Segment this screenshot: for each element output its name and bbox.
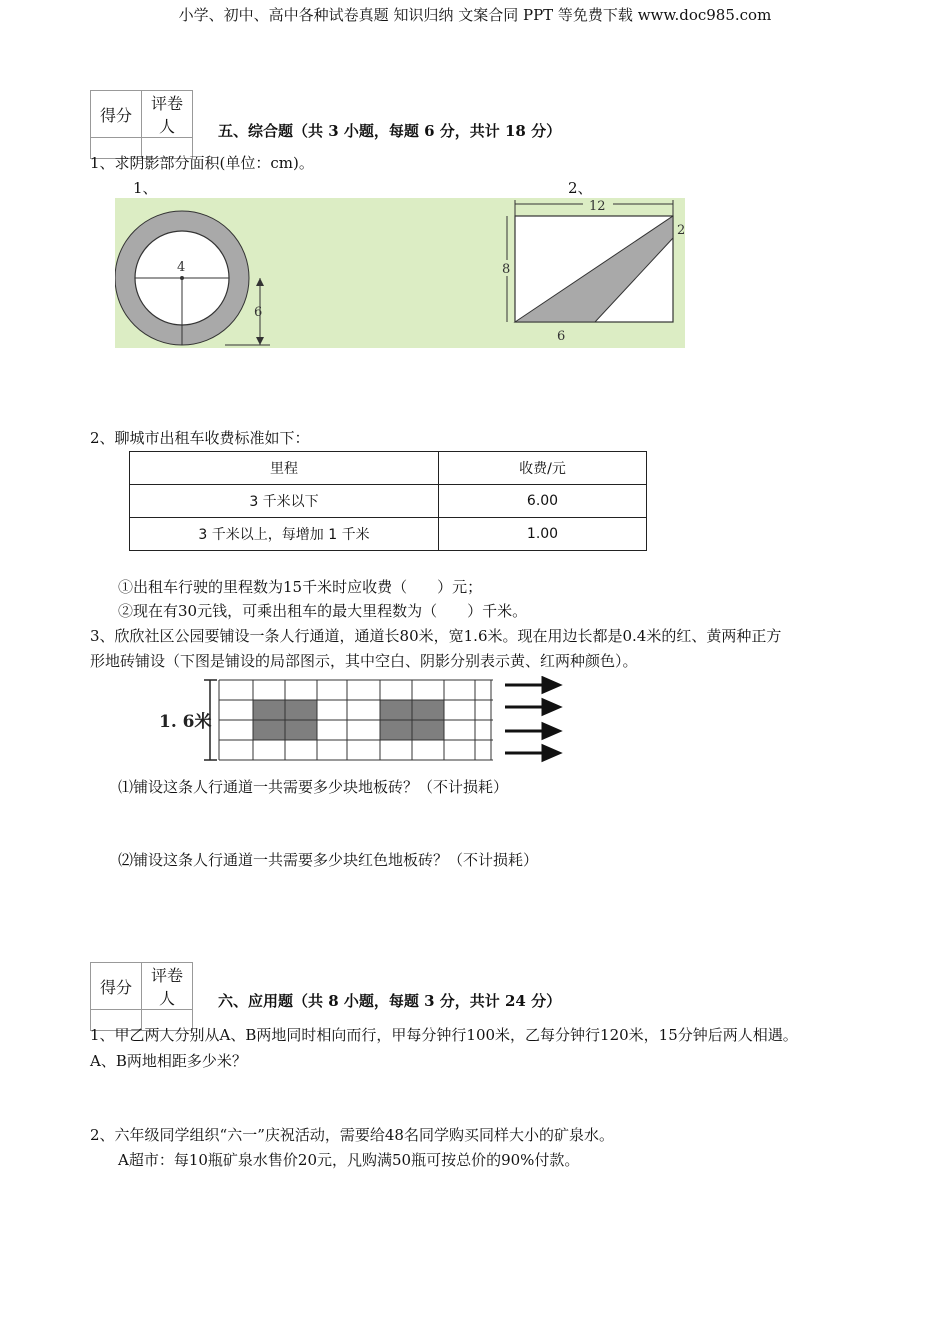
table-row (130, 485, 647, 518)
ring-label: 6 (254, 305, 263, 320)
q3-line1: 3、欣欣社区公园要铺设一条人行通道，通道长80米，宽1.6米。现在用边长都是0.4米的红、黄两种正方 (90, 627, 782, 645)
tile-figure (155, 676, 565, 764)
row1-distance: 3 千米以下 (130, 485, 439, 518)
score-label: 得分 (91, 91, 142, 138)
page-header: 小学、初中、高中各种试卷真题 知识归纳 文案合同 PPT 等免费下载 www.doc985.com (178, 6, 772, 24)
s6-q1-line1: 1、甲乙两人分别从A、B两地同时相向而行，甲每分钟行100米，乙每分钟行120米，15分钟后两人相遇。 (90, 1026, 798, 1044)
row2-distance: 3 千米以上，每增加 1 千米 (130, 518, 439, 551)
s6-q2-line1: 2、六年级同学组织“六一”庆祝活动，需要给48名同学购买同样大小的矿泉水。 (90, 1126, 614, 1144)
header-fee: 收费/元 (439, 452, 647, 485)
score-label: 得分 (91, 963, 142, 1010)
row2-fee: 1.00 (439, 518, 647, 551)
grader-label: 评卷人 (142, 91, 193, 138)
score-box (90, 90, 193, 159)
section6-title: 六、应用题（共 8 小题，每题 3 分，共计 24 分） (218, 992, 562, 1010)
bottom-label: 6 (557, 329, 566, 344)
fare-table (129, 451, 647, 551)
diameter-label: 4 (177, 260, 186, 275)
score-box (90, 962, 193, 1031)
s6-q2-line2: A超市：每10瓶矿泉水售价20元，凡购满50瓶可按总价的90%付款。 (118, 1151, 580, 1169)
tile-grid (219, 680, 493, 760)
row1-fee: 6.00 (439, 485, 647, 518)
grader-label: 评卷人 (142, 963, 193, 1010)
fig2-label: 2、 (568, 179, 593, 197)
left-label: 8 (502, 262, 511, 277)
q1-text: 1、求阴影部分面积(单位：cm)。 (90, 154, 314, 172)
q3-sub1: ⑴铺设这条人行通道一共需要多少块地板砖？（不计损耗） (118, 778, 509, 796)
header-distance: 里程 (130, 452, 439, 485)
direction-arrows (505, 678, 559, 760)
ring-figure (115, 198, 495, 348)
s6-q1-line2: A、B两地相距多少米？ (90, 1052, 247, 1070)
rectangle-figure (495, 198, 685, 348)
q3-line2: 形地砖铺设（下图是铺设的局部图示，其中空白、阴影分别表示黄、红两种颜色）。 (90, 652, 638, 670)
width-label: 1. 6米 (159, 712, 212, 732)
q2-sub2: ②现在有30元钱，可乘出租车的最大里程数为（ ）千米。 (118, 602, 528, 620)
right-label: 2 (677, 223, 685, 238)
q2-text: 2、聊城市出租车收费标准如下： (90, 429, 310, 447)
q2-sub1: ①出租车行驶的里程数为15千米时应收费（ ）元； (118, 578, 483, 596)
section5-title: 五、综合题（共 3 小题，每题 6 分，共计 18 分） (218, 122, 562, 140)
q3-sub2: ⑵铺设这条人行通道一共需要多少块红色地板砖？（不计损耗） (118, 851, 539, 869)
table-header-row (130, 452, 647, 485)
table-row (130, 518, 647, 551)
fig1-label: 1、 (133, 179, 158, 197)
center-dot (180, 276, 184, 280)
top-label: 12 (589, 199, 606, 214)
